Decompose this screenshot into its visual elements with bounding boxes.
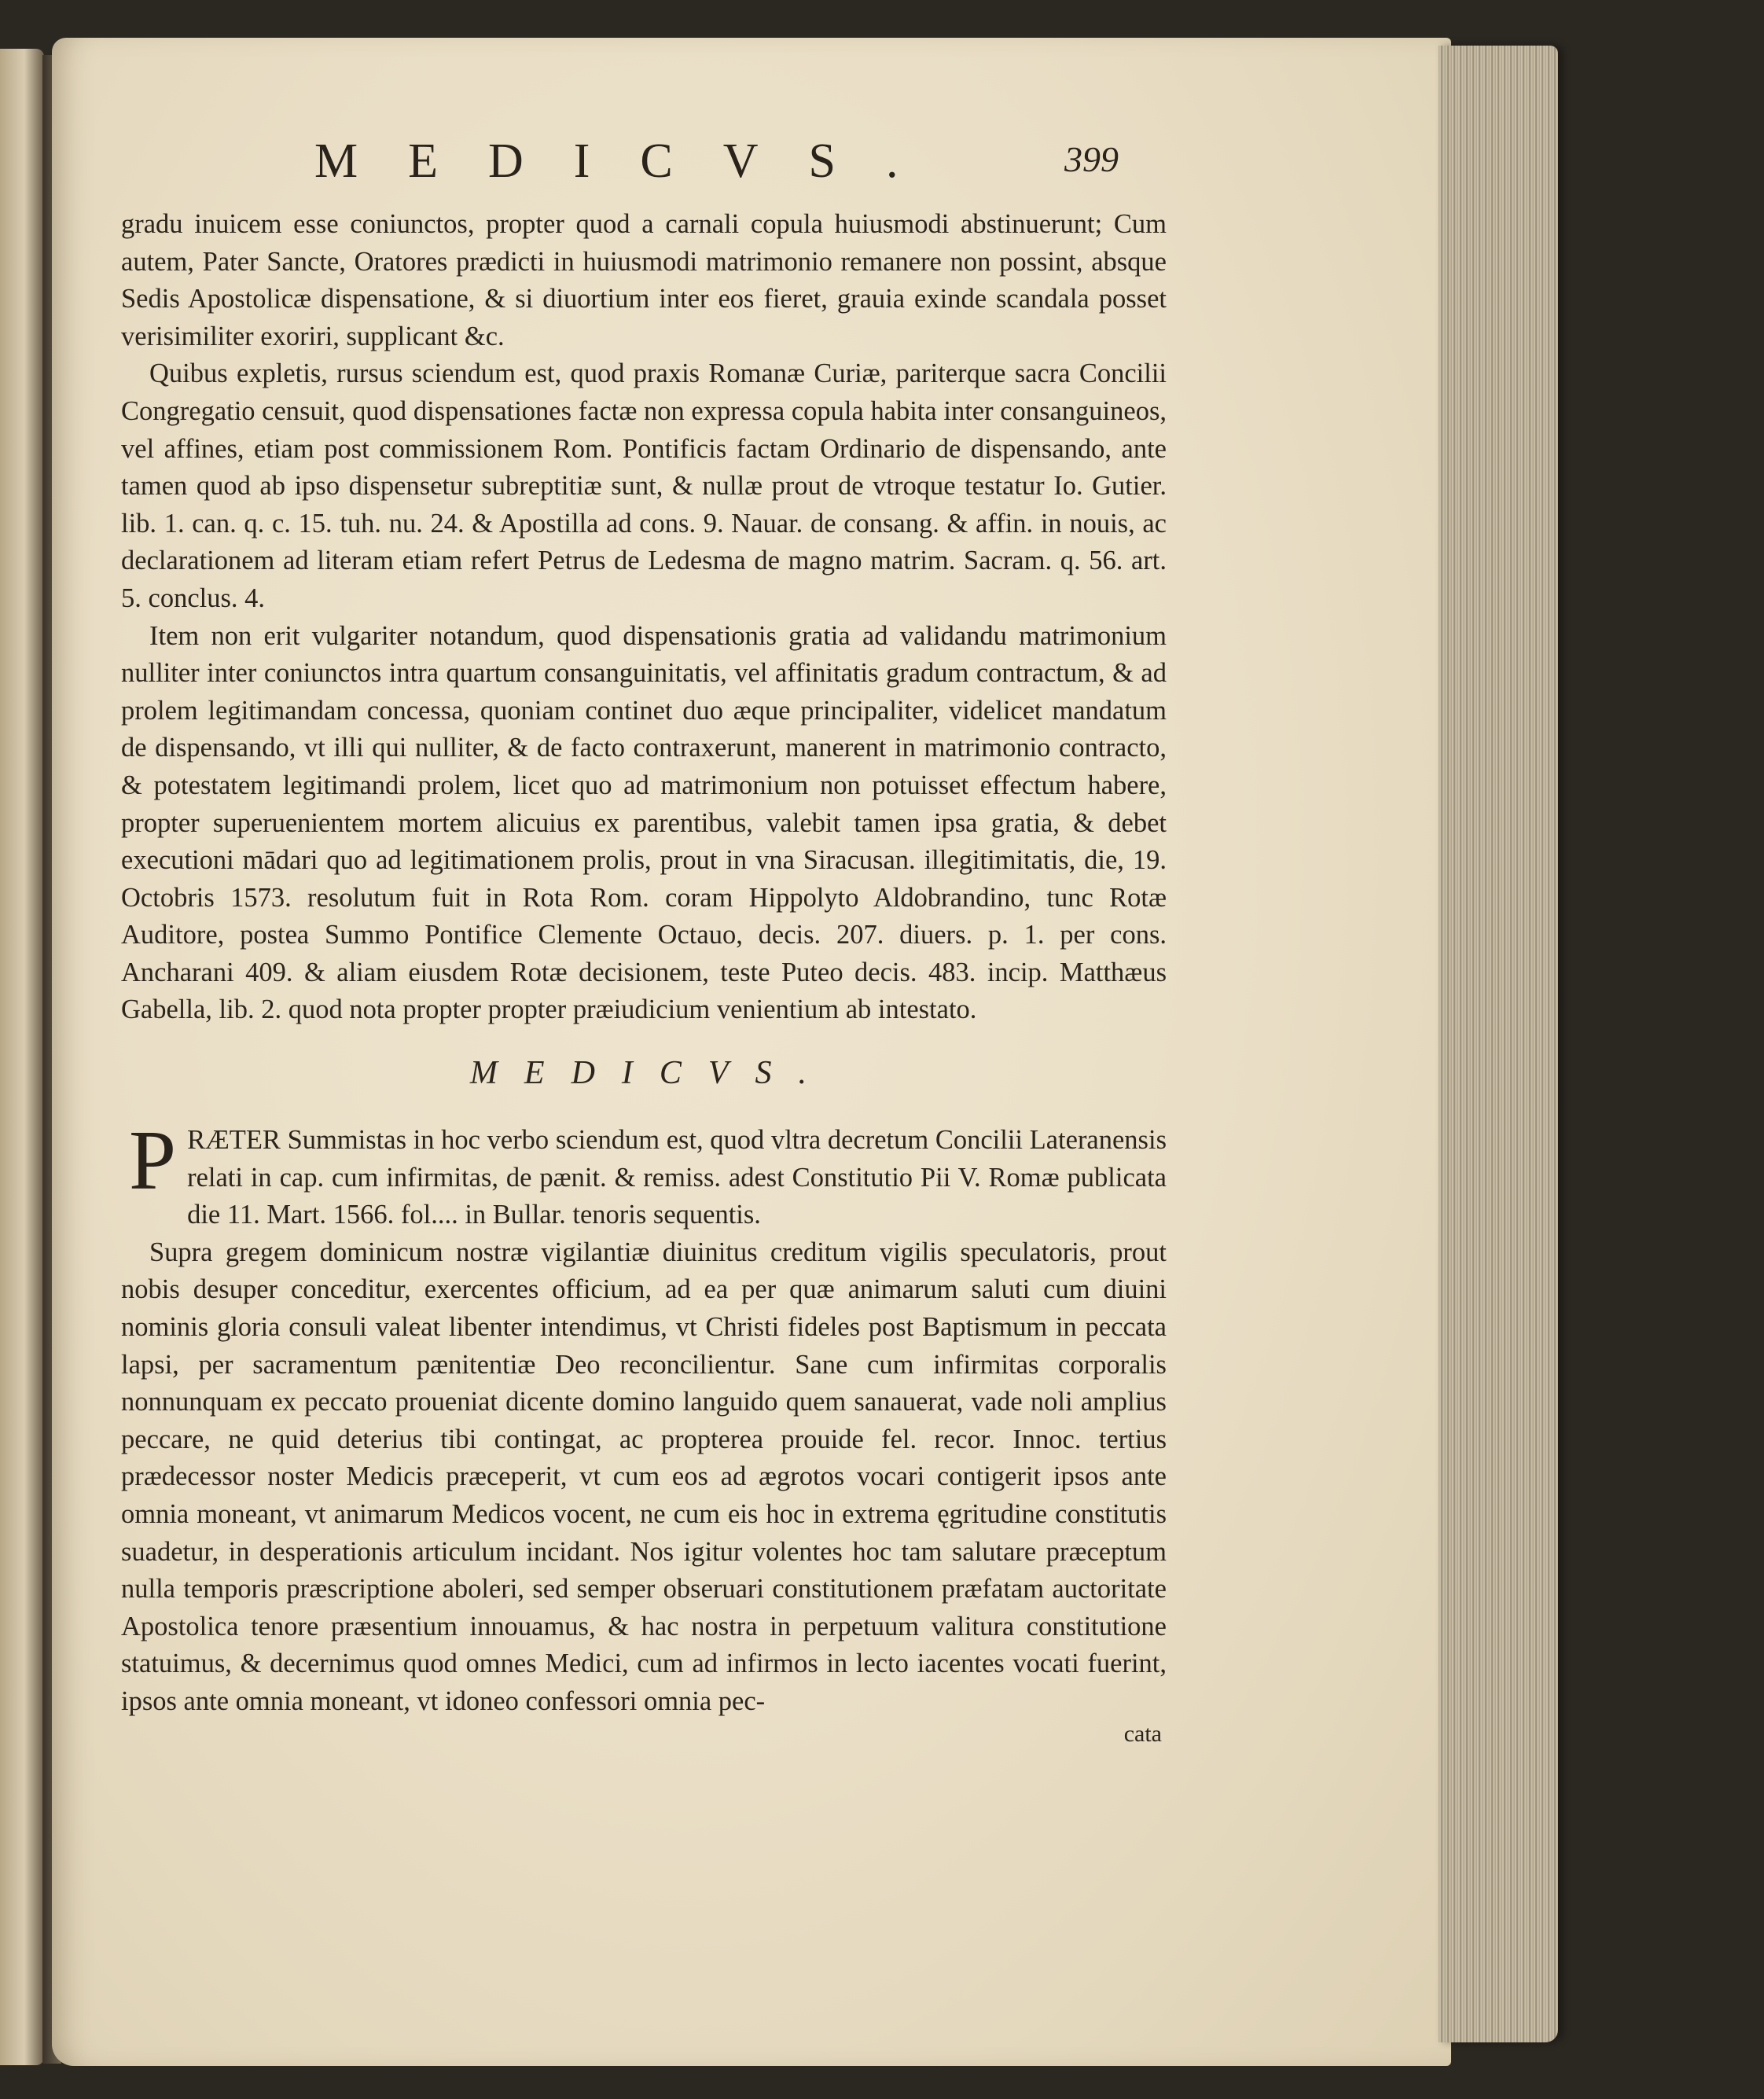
paragraph: RÆTER Summistas in hoc verbo sciendum est, quod vltra decretum Concilii Lateranensis relati in cap. cum infirmitas, de pænit. & remiss. adest Constitutio Pii V. Romæ publicata die 11. Mart. 1566. fol.... in Bullar. tenoris sequentis. (187, 1125, 1167, 1230)
section-opening (121, 1114, 1167, 1234)
running-title: MEDICVS. (314, 134, 949, 188)
facing-page-edge (0, 49, 44, 2065)
text-block-edges (1439, 46, 1558, 2042)
running-head (121, 134, 1167, 206)
paragraph: gradu inuicem esse coniunctos, propter quod a carnali copula huiusmodi abstinuerunt; Cum autem, Pater Sancte, Oratores prædicti in huiusmodi matrimonio remanere non possint, absque Sedis Apostolicæ dispensatione, & si diuortium inter eos fieret, grauia exinde scandala posset verisimiliter exoriri, supplicant &c. (121, 209, 1167, 351)
drop-cap: P (129, 1114, 177, 1208)
text-block (121, 134, 1167, 1748)
catchword: cata (1123, 1720, 1162, 1747)
page-number: 399 (1064, 139, 1119, 179)
paragraph: Quibus expletis, rursus sciendum est, quod praxis Romanæ Curiæ, pariterque sacra Concilii Congregatio censuit, quod dispensationes factæ non expressa copula habita inter consanguineos, vel affines, etiam post commissionem Rom. Pontificis factam Ordinario de dispensando, ante tamen quod ab ipso dispensetur subreptitiæ sunt, & nullæ prout de vtroque testatur Io. Gutier. lib. 1. can. q. c. 15. tuh. nu. 24. & Apostilla ad cons. 9. Nauar. de consang. & affin. in nouis, ac declarationem ad literam etiam refert Petrus de Ledesma de magno matrim. Sacram. q. 56. art. 5. conclus. 4. (121, 358, 1167, 613)
paragraph: Item non erit vulgariter notandum, quod dispensationis gratia ad validandu matrimonium nulliter inter coniunctos intra quartum consanguinitatis, vel affinitatis gradum contractum, & ad prolem legitimandam concessa, quoniam continet duo æque principaliter, videlicet mandatum de dispensando, vt illi qui nulliter, & de facto contraxerunt, manerent in matrimonio contracto, & potestatem legitimandi prolem, licet quo ad matrimonium non potuisset effectum habere, propter superuenientem mortem alicuius ex parentibus, valebit tamen ipsa gratia, & debet executioni mādari quo ad legitimationem prolis, prout in vna Siracusan. illegitimitatis, die, 19. Octobris 1573. resolutum fuit in Rota Rom. coram Hippolyto Aldobrandino, tunc Rotæ Auditore, postea Summo Pontifice Clemente Octauo, decis. 207. diuers. p. 1. per cons. Ancharani 409. & aliam eiusdem Rotæ decisionem, teste Puteo decis. 483. incip. Matthæus Gabella, lib. 2. quod nota propter propter præiudicium venientium ab intestato. (121, 620, 1167, 1025)
paragraph: Supra gregem dominicum nostræ vigilantiæ diuinitus creditum vigilis speculatoris, prout nobis desuper conceditur, exercentes officium, ad ea per quæ animarum saluti cum diuini nominis gloria consuli valeat libenter intendimus, vt Christi fideles post Baptismum in peccata lapsi, per sacramentum pænitentiæ Deo reconcilientur. Sane cum infirmitas corporalis nonnunquam ex peccato proueniat dicente domino languido quem sanauerat, vade noli amplius peccare, ne quid deterius tibi contingat, ac propterea prouide fel. recor. Innoc. tertius prædecessor noster Medicis præceperit, vt cum eos ad ægrotos vocari contigerit ipsos ante omnia moneant, vt animarum Medicos vocent, ne cum eis hoc in extrema ęgritudine constitutis suadetur, in desperationis articulum incidant. Nos igitur volentes hoc tam salutare præceptum nulla temporis præscriptione aboleri, sed semper obseruari constitutionem præfatam auctoritate Apostolica tenore præsentium innouamus, & hac nostra in perpetuum valitura constitutione statuimus, & decernimus quod omnes Medici, cum ad infirmos in lecto iacentes vocati fuerint, ipsos ante omnia moneant, vt idoneo confessori omnia pec- (121, 1237, 1167, 1716)
section-heading: MEDICVS. (469, 1055, 834, 1092)
